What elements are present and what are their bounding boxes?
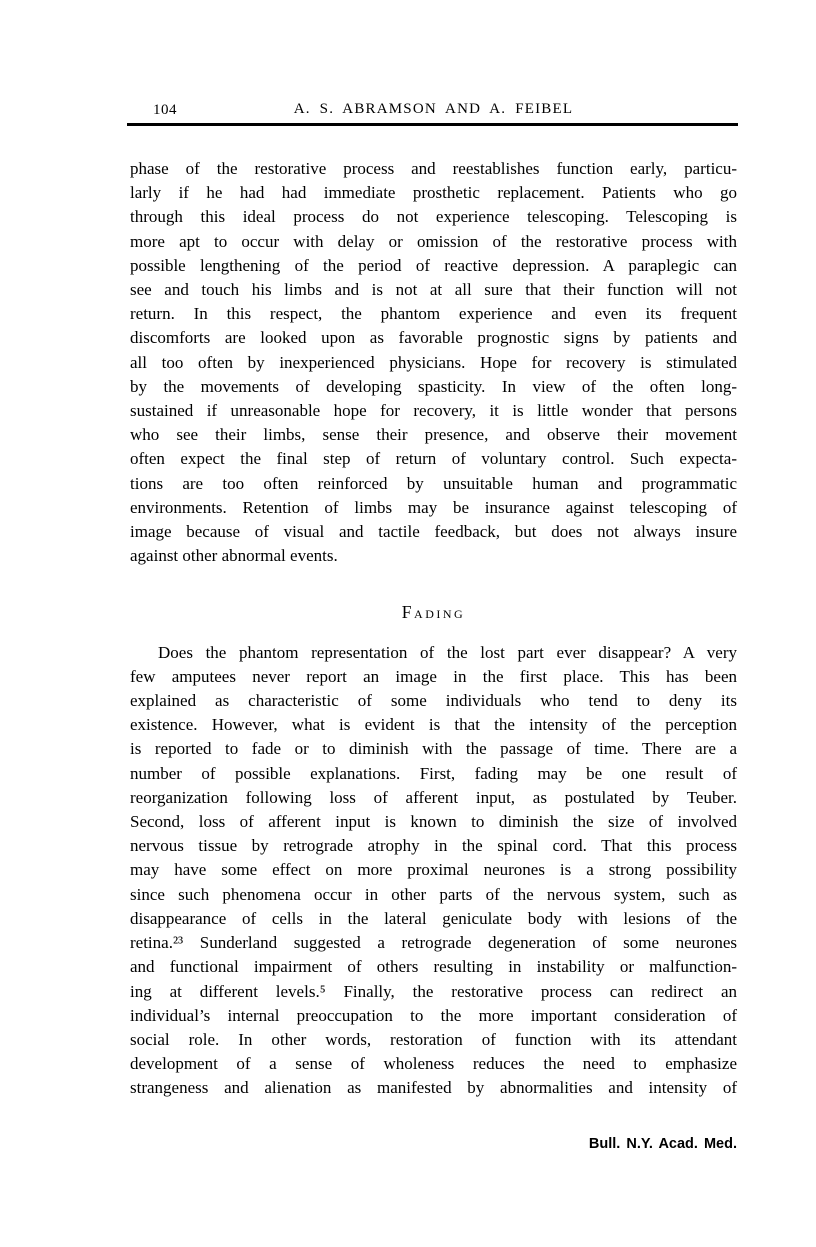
text-line: strangeness and alienation as manifested by abnormalities and intensity of bbox=[130, 1078, 737, 1098]
text-line: all too often by inexperienced physicians. Hope for recovery is stimulated bbox=[130, 352, 737, 372]
text-line: tions are too often reinforced by unsuitable human and programmatic bbox=[130, 473, 737, 493]
page-header bbox=[130, 100, 737, 120]
text-line: Second, loss of afferent input is known to diminish the size of involved bbox=[130, 812, 737, 832]
text-line: ing at different levels.⁵ Finally, the restorative process can redirect an bbox=[130, 981, 737, 1001]
text-line: and functional impairment of others resulting in instability or malfunction- bbox=[130, 957, 737, 977]
running-head: A. S. ABRAMSON AND A. FEIBEL bbox=[293, 101, 574, 117]
text-line: is reported to fade or to diminish with the passage of time. There are a bbox=[130, 739, 737, 759]
text-line: return. In this respect, the phantom experience and even its frequent bbox=[130, 304, 737, 324]
page-number: 104 bbox=[153, 102, 177, 118]
text-line: image because of visual and tactile feedback, but does not always insure bbox=[130, 522, 737, 542]
text-line: few amputees never report an image in the first place. This has been bbox=[130, 666, 737, 686]
text-line: larly if he had had immediate prosthetic replacement. Patients who go bbox=[130, 183, 737, 203]
paragraph bbox=[130, 157, 737, 568]
journal-footer: Bull. N.Y. Acad. Med. bbox=[588, 1136, 737, 1152]
text-line: explained as characteristic of some individuals who tend to deny its bbox=[130, 691, 737, 711]
body-content bbox=[130, 157, 737, 1101]
text-line: environments. Retention of limbs may be insurance against telescoping of bbox=[130, 497, 737, 517]
text-line: number of possible explanations. First, fading may be one result of bbox=[130, 763, 737, 783]
text-line: social role. In other words, restoration of function with its attendant bbox=[130, 1029, 737, 1049]
text-line: nervous tissue by retrograde atrophy in the spinal cord. That this process bbox=[130, 836, 737, 856]
text-line: individual’s internal preoccupation to the more important consideration of bbox=[130, 1005, 737, 1025]
text-line: possible lengthening of the period of reactive depression. A paraplegic can bbox=[130, 255, 737, 275]
text-line: existence. However, what is evident is that the intensity of the perception bbox=[130, 715, 737, 735]
text-line: sustained if unreasonable hope for recovery, it is little wonder that persons bbox=[130, 401, 737, 421]
text-line: may have some effect on more proximal neurones is a strong possibility bbox=[130, 860, 737, 880]
text-line: often expect the final step of return of voluntary control. Such expecta- bbox=[130, 449, 737, 469]
text-line: development of a sense of wholeness reduces the need to emphasize bbox=[130, 1054, 737, 1074]
text-line: disappearance of cells in the lateral geniculate body with lesions of the bbox=[130, 908, 737, 928]
text-line: against other abnormal events. bbox=[130, 546, 338, 566]
text-line: phase of the restorative process and reestablishes function early, particu- bbox=[130, 159, 737, 178]
text-line: through this ideal process do not experience telescoping. Telescoping is bbox=[130, 207, 737, 227]
text-line: Does the phantom representation of the lost part ever disappear? A very bbox=[158, 642, 737, 662]
paragraph bbox=[130, 641, 737, 1101]
text-line: retina.²³ Sunderland suggested a retrograde degeneration of some neurones bbox=[130, 933, 737, 953]
text-line: reorganization following loss of afferent input, as postulated by Teuber. bbox=[130, 787, 737, 807]
header-rule bbox=[127, 123, 738, 126]
text-line: since such phenomena occur in other parts of the nervous system, such as bbox=[130, 884, 737, 904]
text-line: see and touch his limbs and is not at all sure that their function will not bbox=[130, 280, 737, 300]
section-heading: Fading bbox=[401, 602, 466, 623]
text-line: more apt to occur with delay or omission of the restorative process with bbox=[130, 231, 737, 251]
text-line: by the movements of developing spasticity. In view of the often long- bbox=[130, 376, 737, 396]
text-line: who see their limbs, sense their presence, and observe their movement bbox=[130, 425, 737, 445]
text-line: discomforts are looked upon as favorable prognostic signs by patients and bbox=[130, 328, 737, 348]
